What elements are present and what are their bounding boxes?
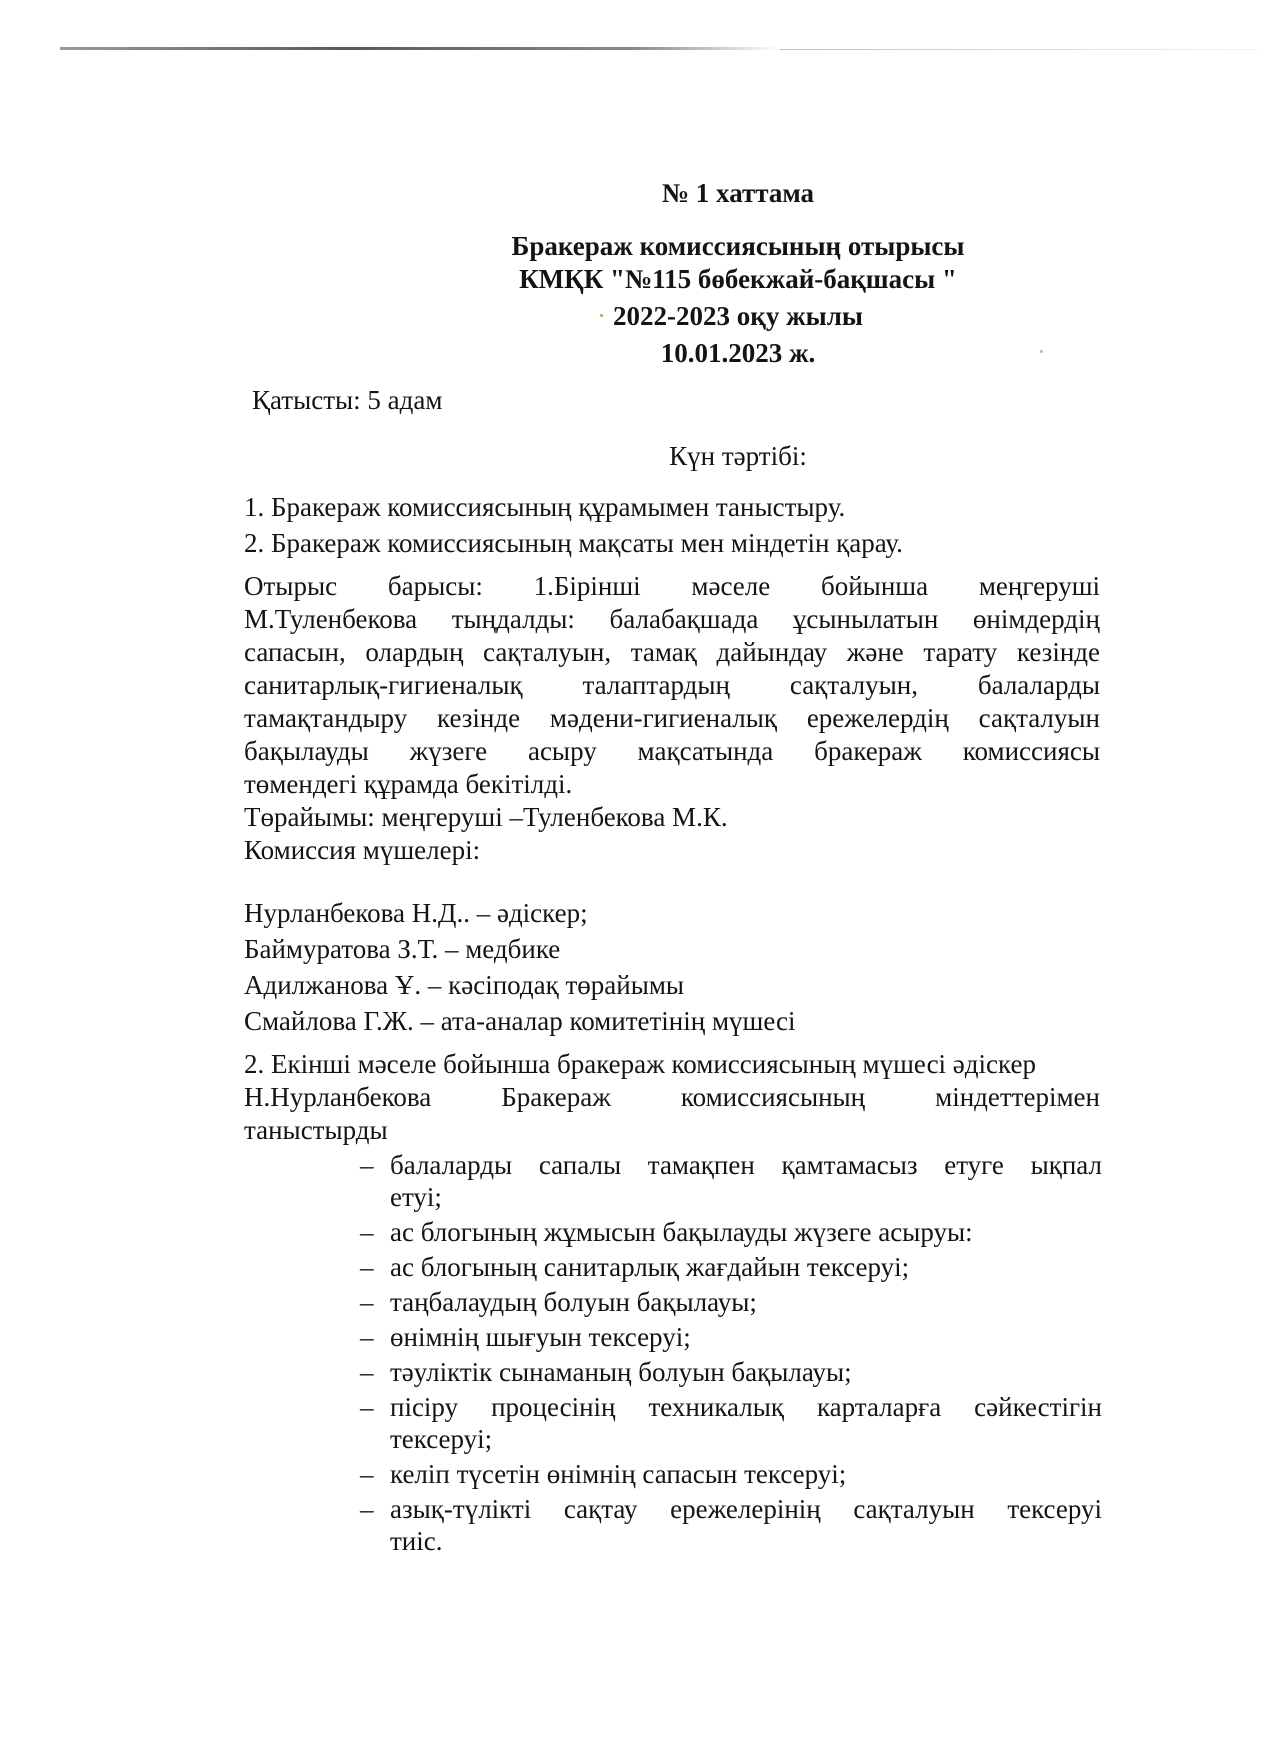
- duty-item: [360, 1391, 1102, 1455]
- proceedings-line: Отырыс барысы: 1.Бірінші мәселе бойынша меңгеруші: [244, 571, 1100, 601]
- agenda-item: 2. Бракераж комиссиясының мақсаты мен міндетін қарау.: [244, 528, 903, 558]
- duty-text: тексеруі;: [390, 1424, 493, 1454]
- dash-bullet: –: [360, 1357, 374, 1387]
- member-item: Смайлова Г.Ж. – ата-аналар комитетінің мүшесі: [244, 1006, 796, 1036]
- duty-text: таңбалаудың болуын бақылауы;: [390, 1287, 757, 1317]
- duty-item: [360, 1286, 1102, 1318]
- duty-text: тәуліктік сынаманың болуын бақылауы;: [390, 1357, 852, 1387]
- duty-text: ас блогының жұмысын бақылауды жүзеге асыруы:: [390, 1217, 973, 1247]
- second-issue-line: таныстырды: [244, 1115, 388, 1145]
- proceedings-line: М.Туленбекова тыңдалды: балабақшада ұсынылатын өнімдердің: [244, 604, 1100, 634]
- proceedings-line: тамақтандыру кезінде мәдени-гигиеналық ережелердің сақталуын: [244, 703, 1100, 733]
- dash-bullet: –: [360, 1322, 374, 1352]
- heading-line-commission: Бракераж комиссиясының отырысы: [511, 231, 965, 261]
- agenda-title: Күн тәртібі:: [669, 441, 807, 471]
- agenda-item: 1. Бракераж комиссиясының құрамымен таныстыру.: [244, 492, 846, 522]
- duty-item: [360, 1458, 1102, 1490]
- proceedings-paragraph: [244, 570, 1100, 867]
- proceedings-line: бақылауды жүзеге асыру мақсатында бракераж комиссиясы: [244, 736, 1100, 766]
- duty-item: [360, 1149, 1102, 1213]
- chair-line: Төрайымы: меңгеруші –Туленбекова М.К.: [244, 802, 728, 832]
- dash-bullet: –: [360, 1494, 374, 1524]
- duty-item: [360, 1493, 1102, 1557]
- second-issue-paragraph: [244, 1048, 1100, 1147]
- dash-bullet: –: [360, 1459, 374, 1489]
- duty-item: [360, 1356, 1102, 1388]
- proceedings-line: сапасын, олардың сақталуын, тамақ дайындау және тарату кезінде: [244, 637, 1100, 667]
- scan-speck: [600, 314, 603, 317]
- duty-text: пісіру процесінің техникалық карталарға сәйкестігін: [390, 1392, 1102, 1422]
- duty-text: ас блогының санитарлық жағдайын тексеруі;: [390, 1252, 910, 1282]
- dash-bullet: –: [360, 1217, 374, 1247]
- heading-line-organization: КМҚК "№115 бөбекжай-бақшасы ": [519, 264, 957, 294]
- scan-edge-line: [60, 47, 780, 50]
- scan-edge-line-faint: [780, 49, 1260, 50]
- duty-text: өнімнің шығуын тексеруі;: [390, 1322, 691, 1352]
- dash-bullet: –: [360, 1150, 374, 1180]
- duty-text: тиіс.: [390, 1526, 443, 1556]
- dash-bullet: –: [360, 1252, 374, 1282]
- duties-list: [360, 1149, 1102, 1560]
- agenda-list: [244, 489, 1104, 561]
- members-title: Комиссия мүшелері:: [244, 835, 481, 865]
- duty-text: келіп түсетін өнімнің сапасын тексеруі;: [390, 1459, 847, 1489]
- duty-item: [360, 1251, 1102, 1283]
- protocol-number-title: № 1 хаттама: [661, 178, 815, 208]
- members-list: [244, 895, 1104, 1039]
- attendance-text: Қатысты: 5 адам: [252, 385, 443, 415]
- member-item: Баймуратова З.Т. – медбике: [244, 934, 561, 964]
- duty-text: азық-түлікті сақтау ережелерінің сақталуын тексеруі: [390, 1494, 1102, 1524]
- second-issue-line: Н.Нурланбекова Бракераж комиссиясының міндеттерімен: [244, 1082, 1100, 1112]
- duty-text: балаларды сапалы тамақпен қамтамасыз етуге ықпал: [390, 1150, 1102, 1180]
- duty-text: етуі;: [390, 1182, 442, 1212]
- heading-line-date: 10.01.2023 ж.: [660, 338, 816, 368]
- member-item: Нурланбекова Н.Д.. – әдіскер;: [244, 898, 588, 928]
- scan-speck: [1040, 350, 1043, 353]
- second-issue-line: 2. Екінші мәселе бойынша бракераж комиссиясының мүшесі әдіскер: [244, 1049, 1036, 1079]
- dash-bullet: –: [360, 1392, 374, 1422]
- duty-item: [360, 1321, 1102, 1353]
- dash-bullet: –: [360, 1287, 374, 1317]
- proceedings-line: санитарлық-гигиеналық талаптардың сақталуын, балаларды: [244, 670, 1100, 700]
- duty-item: [360, 1216, 1102, 1248]
- proceedings-line: төмендегі құрамда бекітілді.: [244, 769, 573, 799]
- member-item: Адилжанова Ұ. – кәсіподақ төрайымы: [244, 970, 685, 1000]
- heading-line-school-year: 2022-2023 оқу жылы: [613, 301, 863, 331]
